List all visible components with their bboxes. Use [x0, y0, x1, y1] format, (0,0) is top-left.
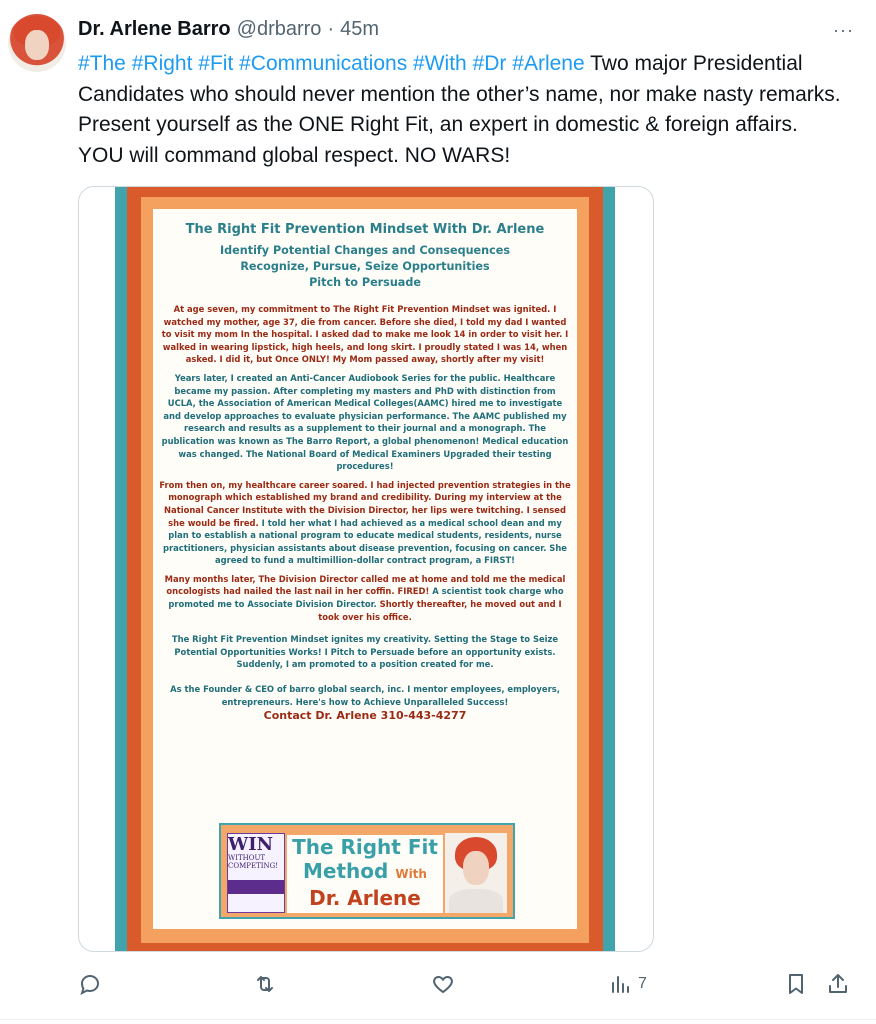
views-count: 7: [638, 975, 647, 992]
retweet-icon: [253, 972, 277, 996]
reply-button[interactable]: [78, 972, 108, 996]
hashtag[interactable]: #Dr: [472, 52, 507, 75]
portrait-photo: [445, 833, 507, 913]
poster-text-teal: A scientist took charge who promoted me to Associate Division Director.: [168, 586, 564, 610]
poster-subtitle-line: Pitch to Persuade: [309, 276, 421, 289]
hashtag[interactable]: #Arlene: [512, 52, 585, 75]
book-title: WIN: [228, 834, 274, 855]
heart-icon: [431, 972, 455, 996]
hashtag[interactable]: #Communications: [239, 52, 408, 75]
book-band: [228, 880, 284, 894]
share-icon: [826, 972, 850, 996]
poster-paragraph: The Right Fit Prevention Mindset ignites my creativity. Setting the Stage to Seize Potential Opportunities Works! I Pitch to Persuade before an opportunity exists. Suddenly, I am promoted to a position created for me.: [171, 634, 559, 670]
banner-with: With: [395, 867, 427, 881]
banner-line: [287, 859, 443, 886]
portrait-face: [463, 851, 489, 885]
poster-paragraph: Years later, I created an Anti-Cancer Audiobook Series for the public. Healthcare became my passion. After completing my masters and PhD with distinction from UCLA, the Association of American Medical Colleges(AAMC) hired me to investigate and develop approaches to evaluate physician performance. The AAMC published my research and results as a supplement to their journal and a monograph. The publication was known as The Barro Report, a global phenomenon! Medical education was changed. The National Board of Medical Examiners Upgraded their testing procedures!: [161, 372, 569, 472]
poster-text-red: Shortly thereafter, he moved out and I took over his office.: [318, 599, 562, 622]
hashtag[interactable]: #With: [413, 52, 467, 75]
poster-banner: [219, 823, 515, 919]
tweet-time[interactable]: 45m: [340, 18, 380, 40]
poster-paragraph: [153, 573, 577, 623]
tweet-body: Two major Presidential Candidates who should never mention the other’s name, nor make nasty remarks. Present yourself as the ONE Right Fit, an expert in domestic & foreign affairs. YOU will command global respect. NO WARS!: [78, 52, 841, 167]
views-button[interactable]: [608, 972, 647, 996]
tweet-media[interactable]: [78, 186, 654, 952]
share-button[interactable]: [826, 972, 850, 996]
tweet-header: [78, 18, 379, 41]
hashtag[interactable]: #The: [78, 52, 126, 75]
header-separator: ·: [327, 18, 335, 40]
more-options-icon[interactable]: ···: [833, 20, 854, 40]
banner-method: Method: [303, 859, 389, 883]
reply-icon: [78, 972, 102, 996]
bookmark-icon: [784, 972, 808, 996]
book-subtitle: WITHOUT COMPETING!: [228, 854, 279, 870]
poster-content: [153, 209, 577, 929]
tweet-text: [78, 49, 848, 171]
poster-text-red: From then on, my healthcare career soared. I had injected prevention strategies in the monograph which established my brand and credibility. During my interview at the National Cancer Institute with the Division Director, her lips were twitching. I sensed she would be fired.: [159, 479, 571, 528]
banner-text: [287, 835, 443, 913]
author-handle[interactable]: @drbarro: [236, 18, 322, 40]
poster-subtitle: [153, 243, 577, 291]
avatar-face: [25, 30, 49, 60]
hashtag[interactable]: #Fit: [198, 52, 234, 75]
retweet-button[interactable]: [253, 972, 283, 996]
poster-text-red: Many months later, The Division Director called me at home and told me the medical oncologists had nailed the last nail in her coffin. FIRED!: [164, 573, 566, 597]
poster-image: [115, 187, 615, 952]
poster-text-teal: I told her what I had achieved as a medical school dean and my plan to establish a national program to educate medical students, residents, nurse practitioners, physician assistants about disease prevention, focusing on cancer. She agreed to fund a multimillion-dollar contract program, a FIRST!: [163, 517, 567, 566]
book-cover: [227, 833, 285, 913]
author-name[interactable]: Dr. Arlene Barro: [78, 18, 231, 40]
poster-title: The Right Fit Prevention Mindset With Dr. Arlene: [185, 222, 545, 237]
poster-subtitle-line: Identify Potential Changes and Consequences: [220, 244, 510, 257]
poster-paragraph: As the Founder & CEO of barro global search, inc. I mentor employees, employers, entrepreneurs. Here's how to Achieve Unparalleled Success!: [170, 684, 560, 707]
views-icon: [608, 972, 632, 996]
poster-paragraph: [153, 479, 577, 567]
action-bar: [78, 968, 856, 1008]
hashtag[interactable]: #Right: [131, 52, 193, 75]
banner-line: Dr. Arlene: [309, 886, 421, 910]
portrait-body: [449, 889, 503, 913]
poster-paragraph: At age seven, my commitment to The Right Fit Prevention Mindset was ignited. I watched my mother, age 37, die from cancer. Before she died, I told my dad I wanted to visit my mom In the hospital. I asked dad to make me look 14 in order to visit her. I walked in wearing lipstick, high heels, and long skirt. I proudly stated I was 14, when asked. I did it, but Once ONLY! My Mom passed away, shortly after my visit!: [161, 304, 569, 365]
poster-contact: Contact Dr. Arlene 310-443-4277: [263, 709, 467, 723]
poster-subtitle-line: Recognize, Pursue, Seize Opportunities: [240, 260, 490, 273]
like-button[interactable]: [431, 972, 461, 996]
bookmark-button[interactable]: [784, 972, 808, 996]
divider: [0, 1019, 876, 1020]
avatar[interactable]: [8, 14, 66, 72]
banner-line: The Right Fit: [292, 835, 438, 859]
